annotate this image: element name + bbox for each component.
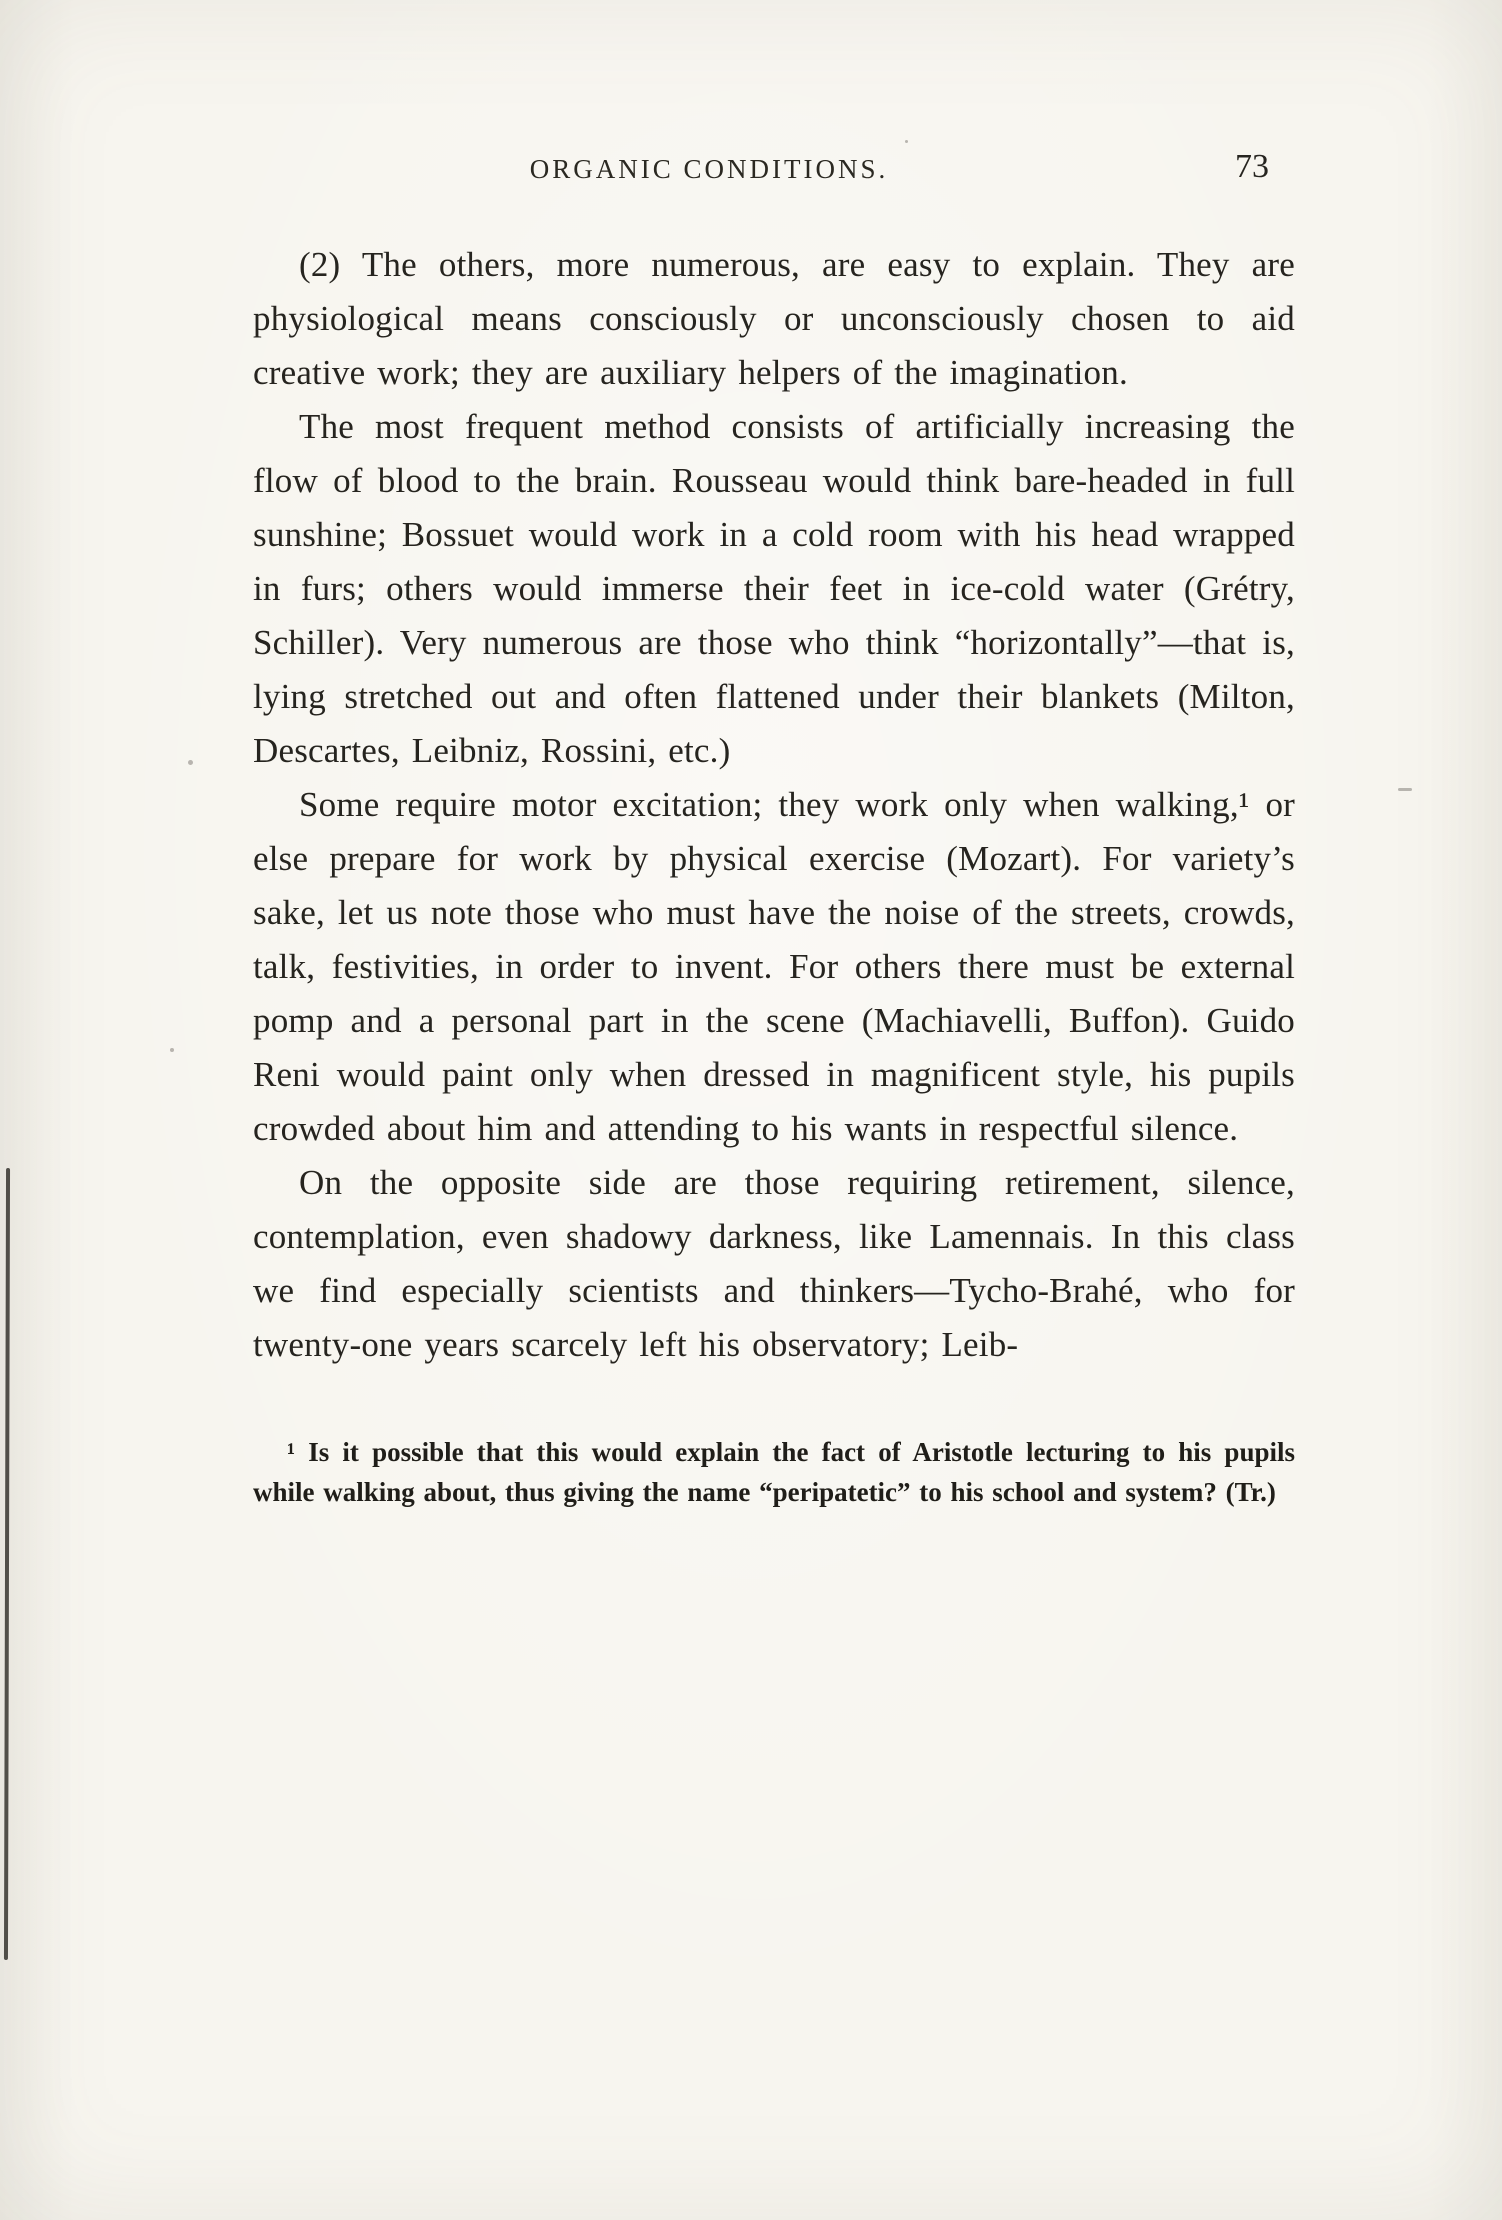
footnote: ¹ Is it possible that this would explain the fact of Aristotle lecturing to his pupils while walking about, thus giving the name “peripatetic” to his school and system? (Tr.): [253, 1437, 1295, 1507]
page-number: 73: [1235, 148, 1269, 185]
scan-speckle: [905, 140, 908, 143]
scan-speckle: [1398, 788, 1412, 791]
scan-artifact-line: [4, 1168, 10, 1960]
scan-speckle: [170, 1048, 174, 1052]
paragraph-4: On the opposite side are those requiring retirement, silence, contemplation, even shadowy darkness, like Lamennais. In this class we find especially scientists and thinkers—Tycho-Brahé, who for twenty-one years scarcely left his observatory; Leib-: [253, 1163, 1295, 1364]
body-text: [253, 238, 1295, 1372]
page-header: [253, 148, 1295, 196]
text-block: [253, 148, 1295, 1512]
scan-speckle: [188, 760, 193, 765]
paragraph-1: (2) The others, more numerous, are easy to explain. They are physiological means consciously or unconsciously chosen to aid creative work; they are auxiliary helpers of the imagination.: [253, 245, 1295, 392]
paragraph-2: The most frequent method consists of artificially increasing the flow of blood to the brain. Rousseau would think bare-headed in full sunshine; Bossuet would work in a cold room with his head wrapped in furs; others would immerse their feet in ice-cold water (Grétry, Schiller). Very numerous are those who think “horizontally”—that is, lying stretched out and often flattened under their blankets (Milton, Descartes, Leibniz, Rossini, etc.): [253, 407, 1295, 770]
paragraph-3: Some require motor excitation; they work only when walking,¹ or else prepare for work by physical exercise (Mozart). For variety’s sake, let us note those who must have the noise of the streets, crowds, talk, festivities, in order to invent. For others there must be external pomp and a personal part in the scene (Machiavelli, Buffon). Guido Reni would paint only when dressed in magnificent style, his pupils crowded about him and attending to his wants in respectful silence.: [253, 785, 1295, 1148]
running-title: ORGANIC CONDITIONS.: [529, 154, 889, 184]
